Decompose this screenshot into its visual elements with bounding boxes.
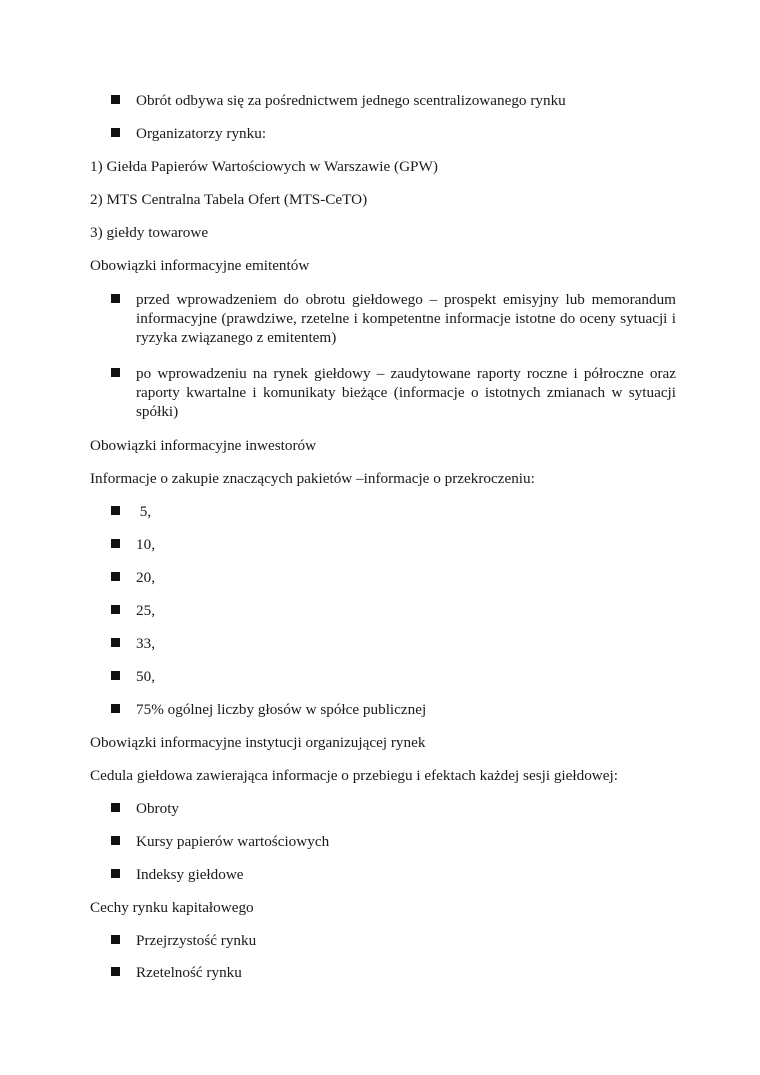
- list-item-text: Organizatorzy rynku:: [136, 125, 267, 142]
- list-item-text: po wprowadzeniu na rynek giełdowy – zaudytowane raporty roczne i półroczne oraz raporty kwartalne i komunikaty bieżące (informacje o istotnych zmianach w sytuacji spółki): [136, 365, 676, 420]
- bullet-square-icon: [111, 605, 120, 614]
- section-heading: Obowiązki informacyjne inwestorów: [90, 437, 317, 454]
- bullet-square-icon: [111, 506, 120, 515]
- section-intro: Informacje o zakupie znaczących pakietów –informacje o przekroczeniu:: [90, 470, 535, 487]
- list-item-text: 5,: [136, 503, 152, 520]
- list-item-text: Przejrzystość rynku: [136, 932, 257, 949]
- bullet-square-icon: [111, 967, 120, 976]
- bullet-square-icon: [111, 935, 120, 944]
- list-item-text: przed wprowadzeniem do obrotu giełdowego – prospekt emisyjny lub memorandum informacyjne (prawdziwe, rzetelne i kompetentne informacje istotne do oceny sytuacji i ryzyka związanego z emitentem): [136, 291, 676, 346]
- bullet-square-icon: [111, 836, 120, 845]
- bullet-square-icon: [111, 539, 120, 548]
- section-heading: Obowiązki informacyjne instytucji organizującej rynek: [90, 734, 426, 751]
- list-item-text: 75% ogólnej liczby głosów w spółce publicznej: [136, 701, 427, 718]
- list-item-text: Obrót odbywa się za pośrednictwem jednego scentralizowanego rynku: [136, 92, 566, 109]
- organizer-item: 1) Giełda Papierów Wartościowych w Warszawie (GPW): [90, 158, 438, 175]
- list-item-text: Indeksy giełdowe: [136, 866, 244, 883]
- bullet-square-icon: [111, 128, 120, 137]
- bullet-square-icon: [111, 294, 120, 303]
- bullet-square-icon: [111, 95, 120, 104]
- section-heading: Cechy rynku kapitałowego: [90, 899, 254, 916]
- list-item-text: 33,: [136, 635, 155, 652]
- list-item-text: 10,: [136, 536, 155, 553]
- bullet-square-icon: [111, 869, 120, 878]
- list-item-text: Kursy papierów wartościowych: [136, 833, 330, 850]
- list-item-text: 20,: [136, 569, 155, 586]
- bullet-square-icon: [111, 368, 120, 377]
- list-item-text: 25,: [136, 602, 155, 619]
- list-item-text: 50,: [136, 668, 155, 685]
- bullet-square-icon: [111, 638, 120, 647]
- organizer-item: 2) MTS Centralna Tabela Ofert (MTS-CeTO): [90, 191, 368, 208]
- organizer-item: 3) giełdy towarowe: [90, 224, 209, 241]
- section-intro: Cedula giełdowa zawierająca informacje o przebiegu i efektach każdej sesji giełdowej:: [90, 767, 618, 784]
- bullet-square-icon: [111, 803, 120, 812]
- bullet-square-icon: [111, 704, 120, 713]
- section-heading: Obowiązki informacyjne emitentów: [90, 257, 310, 274]
- list-item-text: Obroty: [136, 800, 180, 817]
- bullet-square-icon: [111, 671, 120, 680]
- bullet-square-icon: [111, 572, 120, 581]
- list-item-text: Rzetelność rynku: [136, 964, 242, 981]
